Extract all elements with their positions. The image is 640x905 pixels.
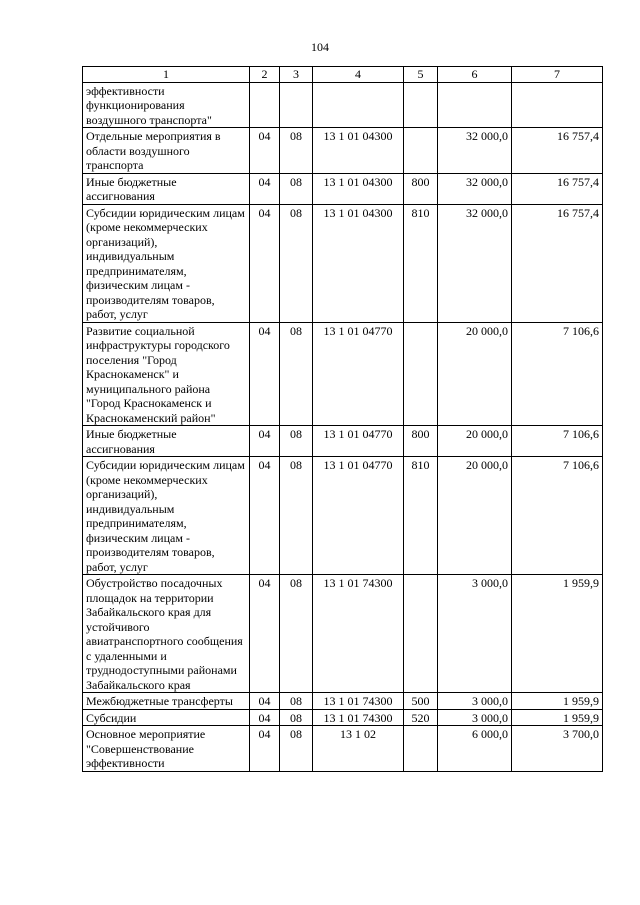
planned-amount-cell: 3 000,0 <box>438 693 512 710</box>
subsection-code-cell: 08 <box>280 726 313 772</box>
expense-type-cell: 800 <box>404 426 438 457</box>
row-name-cell: Субсидии юридическим лицам (кроме некоммерческих организаций), индивидуальным предпринимателям, физическим лицам - производителям товаров, работ, услуг <box>83 204 250 322</box>
section-code-cell <box>250 82 280 128</box>
planned-amount-cell: 32 000,0 <box>438 173 512 204</box>
executed-amount-cell: 16 757,4 <box>512 173 603 204</box>
table-row <box>83 204 603 322</box>
executed-amount-cell: 3 700,0 <box>512 726 603 772</box>
table-row <box>83 82 603 128</box>
expense-type-cell <box>404 82 438 128</box>
target-article-cell: 13 1 02 <box>313 726 404 772</box>
table-row <box>83 322 603 426</box>
subsection-code-cell: 08 <box>280 709 313 726</box>
subsection-code-cell: 08 <box>280 457 313 575</box>
target-article-cell <box>313 82 404 128</box>
subsection-code-cell: 08 <box>280 128 313 174</box>
column-header: 1 <box>83 67 250 83</box>
row-name-cell: Межбюджетные трансферты <box>83 693 250 710</box>
section-code-cell: 04 <box>250 457 280 575</box>
section-code-cell: 04 <box>250 322 280 426</box>
expense-type-cell: 500 <box>404 693 438 710</box>
target-article-cell: 13 1 01 04770 <box>313 457 404 575</box>
column-header: 6 <box>438 67 512 83</box>
planned-amount-cell: 6 000,0 <box>438 726 512 772</box>
planned-amount-cell: 32 000,0 <box>438 204 512 322</box>
expense-type-cell: 810 <box>404 457 438 575</box>
table-row <box>83 426 603 457</box>
executed-amount-cell: 16 757,4 <box>512 128 603 174</box>
column-header: 3 <box>280 67 313 83</box>
target-article-cell: 13 1 01 04770 <box>313 426 404 457</box>
column-header: 7 <box>512 67 603 83</box>
planned-amount-cell: 20 000,0 <box>438 426 512 457</box>
expense-type-cell: 800 <box>404 173 438 204</box>
row-name-cell: Развитие социальной инфраструктуры городского поселения "Город Краснокаменск" и муниципального района "Город Краснокаменск и Краснокаменский район" <box>83 322 250 426</box>
planned-amount-cell: 32 000,0 <box>438 128 512 174</box>
target-article-cell: 13 1 01 74300 <box>313 709 404 726</box>
section-code-cell: 04 <box>250 128 280 174</box>
planned-amount-cell: 3 000,0 <box>438 575 512 693</box>
table-row <box>83 173 603 204</box>
expense-type-cell <box>404 726 438 772</box>
section-code-cell: 04 <box>250 575 280 693</box>
table-row <box>83 726 603 772</box>
table-row <box>83 709 603 726</box>
executed-amount-cell: 1 959,9 <box>512 709 603 726</box>
executed-amount-cell: 1 959,9 <box>512 575 603 693</box>
row-name-cell: Субсидии <box>83 709 250 726</box>
section-code-cell: 04 <box>250 426 280 457</box>
executed-amount-cell: 7 106,6 <box>512 457 603 575</box>
subsection-code-cell <box>280 82 313 128</box>
planned-amount-cell: 20 000,0 <box>438 322 512 426</box>
section-code-cell: 04 <box>250 726 280 772</box>
table-row <box>83 457 603 575</box>
table-row <box>83 575 603 693</box>
executed-amount-cell: 7 106,6 <box>512 426 603 457</box>
target-article-cell: 13 1 01 04300 <box>313 204 404 322</box>
target-article-cell: 13 1 01 04300 <box>313 173 404 204</box>
column-header: 4 <box>313 67 404 83</box>
expense-type-cell: 810 <box>404 204 438 322</box>
executed-amount-cell: 16 757,4 <box>512 204 603 322</box>
subsection-code-cell: 08 <box>280 173 313 204</box>
target-article-cell: 13 1 01 04300 <box>313 128 404 174</box>
planned-amount-cell <box>438 82 512 128</box>
row-name-cell: Субсидии юридическим лицам (кроме некоммерческих организаций), индивидуальным предпринимателям, физическим лицам - производителям товаров, работ, услуг <box>83 457 250 575</box>
subsection-code-cell: 08 <box>280 426 313 457</box>
row-name-cell: Иные бюджетные ассигнования <box>83 426 250 457</box>
subsection-code-cell: 08 <box>280 322 313 426</box>
expense-type-cell <box>404 128 438 174</box>
row-name-cell: Отдельные мероприятия в области воздушного транспорта <box>83 128 250 174</box>
target-article-cell: 13 1 01 04770 <box>313 322 404 426</box>
row-name-cell: эффективности функционирования воздушного транспорта" <box>83 82 250 128</box>
target-article-cell: 13 1 01 74300 <box>313 575 404 693</box>
budget-table <box>82 66 603 772</box>
planned-amount-cell: 20 000,0 <box>438 457 512 575</box>
planned-amount-cell: 3 000,0 <box>438 709 512 726</box>
section-code-cell: 04 <box>250 709 280 726</box>
row-name-cell: Иные бюджетные ассигнования <box>83 173 250 204</box>
subsection-code-cell: 08 <box>280 575 313 693</box>
table-row <box>83 693 603 710</box>
row-name-cell: Обустройство посадочных площадок на территории Забайкальского края для устойчивого авиатранспортного сообщения с удаленными и труднодоступными районами Забайкальского края <box>83 575 250 693</box>
column-header: 2 <box>250 67 280 83</box>
table-row <box>83 128 603 174</box>
expense-type-cell <box>404 575 438 693</box>
section-code-cell: 04 <box>250 693 280 710</box>
expense-type-cell: 520 <box>404 709 438 726</box>
subsection-code-cell: 08 <box>280 204 313 322</box>
target-article-cell: 13 1 01 74300 <box>313 693 404 710</box>
page-number: 104 <box>311 40 329 54</box>
column-header: 5 <box>404 67 438 83</box>
row-name-cell: Основное мероприятие "Совершенствование эффективности <box>83 726 250 772</box>
executed-amount-cell: 1 959,9 <box>512 693 603 710</box>
section-code-cell: 04 <box>250 204 280 322</box>
subsection-code-cell: 08 <box>280 693 313 710</box>
expense-type-cell <box>404 322 438 426</box>
header-row <box>83 67 603 83</box>
executed-amount-cell <box>512 82 603 128</box>
executed-amount-cell: 7 106,6 <box>512 322 603 426</box>
section-code-cell: 04 <box>250 173 280 204</box>
